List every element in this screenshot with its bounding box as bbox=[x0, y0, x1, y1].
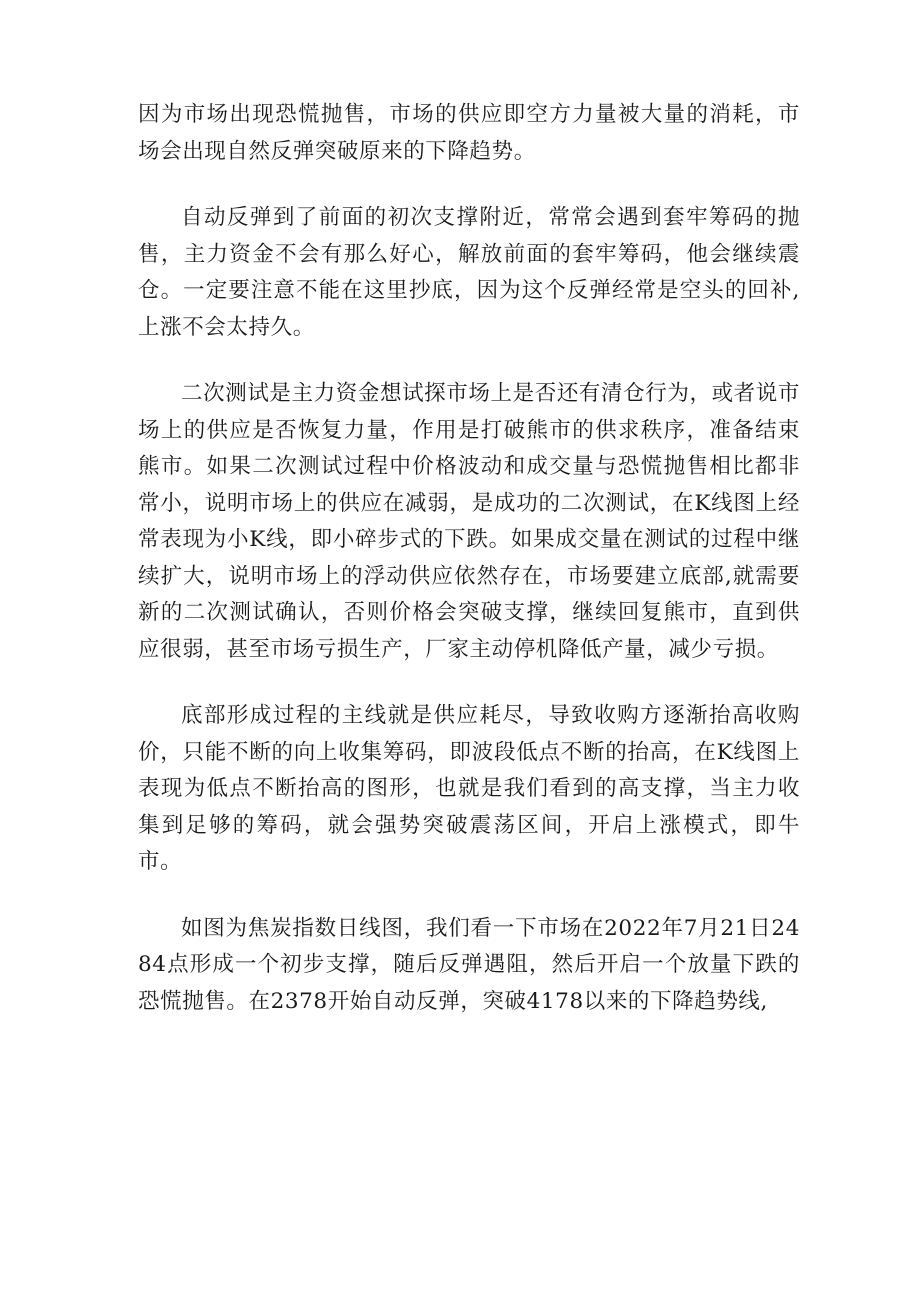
paragraph-4: 底部形成过程的主线就是供应耗尽，导致收购方逐渐抬高收购价，只能不断的向上收集筹码，即波段低点不断的抬高，在K线图上表现为低点不断抬高的图形，也就是我们看到的高支撑，当主力收集到足够的筹码，就会强势突破震荡区间，开启上涨模式，即牛市。 bbox=[138, 703, 800, 874]
paragraph-3: 二次测试是主力资金想试探市场上是否还有清仓行为，或者说市场上的供应是否恢复力量，作用是打破熊市的供求秩序，准备结束熊市。如果二次测试过程中价格波动和成交量与恐慌抛售相比都非常小，说明市场上的供应在减弱，是成功的二次测试，在K线图上经常表现为小K线，即小碎步式的下跌。如果成交量在测试的过程中继续扩大，说明市场上的浮动供应依然存在，市场要建立底部,就需要新的二次测试确认，否则价格会突破支撑，继续回复熊市，直到供应很弱，甚至市场亏损生产，厂家主动停机降低产量，减少亏损。 bbox=[138, 381, 800, 662]
paragraph-2: 自动反弹到了前面的初次支撑附近，常常会遇到套牢筹码的抛售，主力资金不会有那么好心，解放前面的套牢筹码，他会继续震仓。一定要注意不能在这里抄底，因为这个反弹经常是空头的回补,上涨不会太持久。 bbox=[138, 205, 800, 340]
paragraph-1: 因为市场出现恐慌抛售，市场的供应即空方力量被大量的消耗，市场会出现自然反弹突破原来的下降趋势。 bbox=[138, 102, 800, 164]
paragraph-5: 如图为焦炭指数日线图，我们看一下市场在2022年7月21日2484点形成一个初步支撑，随后反弹遇阻，然后开启一个放量下跌的恐慌抛售。在2378开始自动反弹，突破4178以来的下降趋势线, bbox=[138, 915, 800, 1014]
